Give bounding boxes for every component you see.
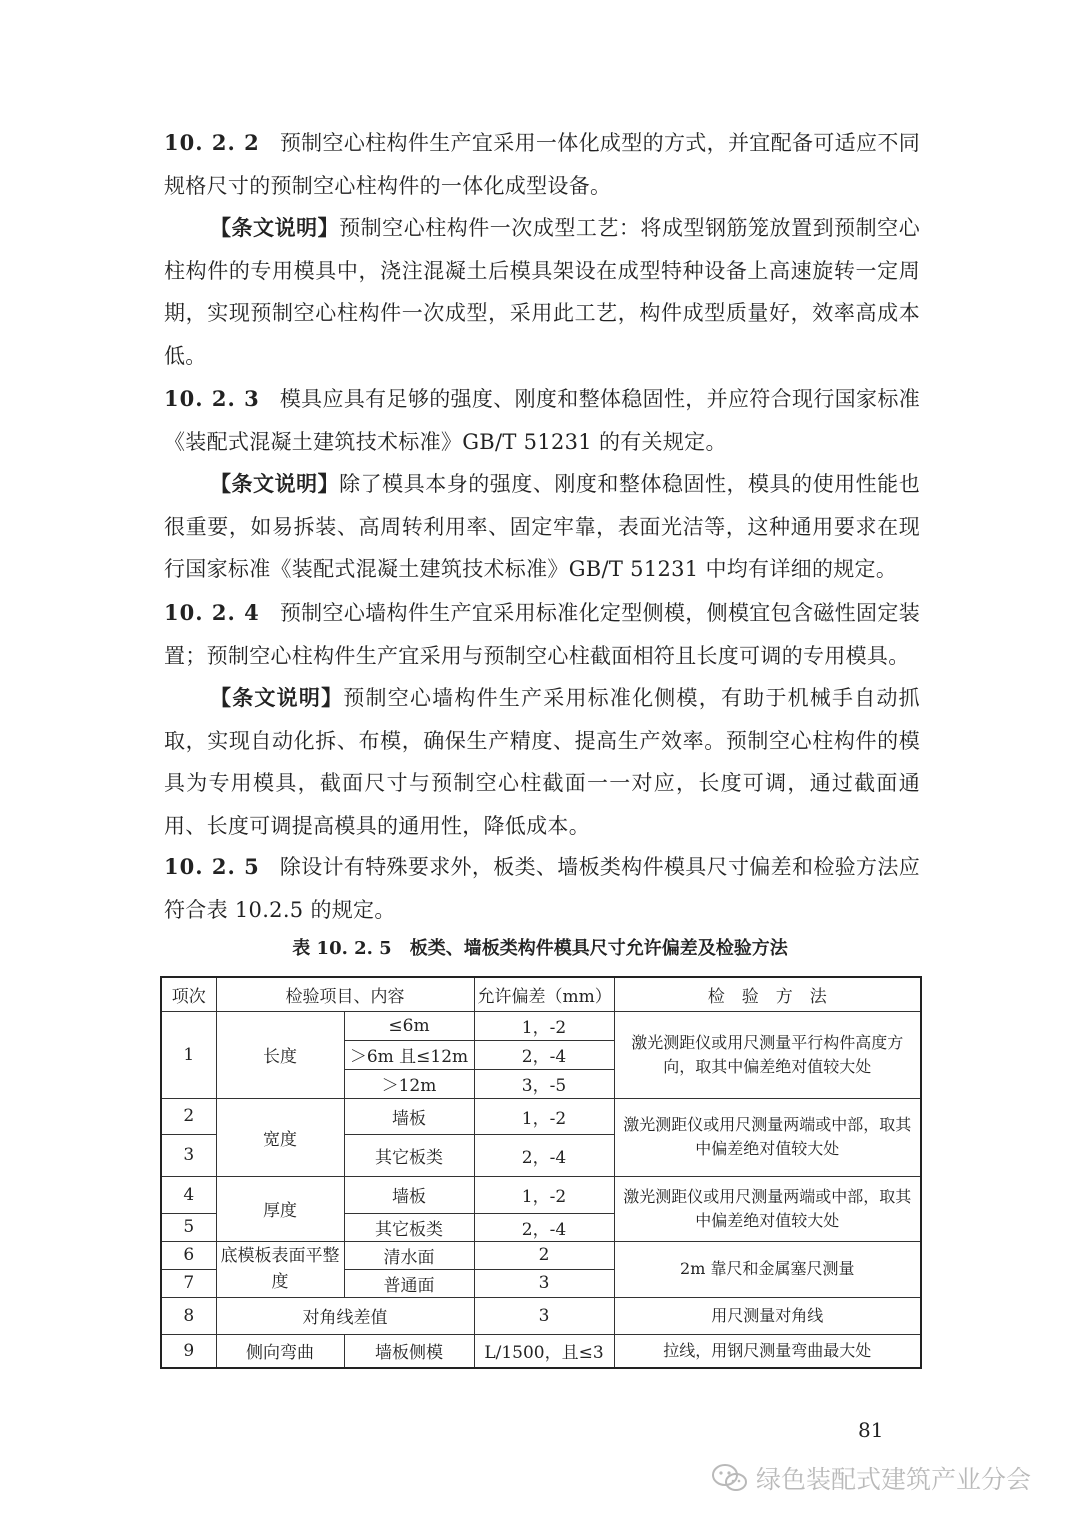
explanation-tag: 【条文说明】	[210, 685, 344, 710]
clause-text: 除设计有特殊要求外，板类、墙板类构件模具尺寸偏差和检验方法应符合表 10.2.5 的规定。	[164, 855, 920, 922]
tolerance-cell: 2，-4	[474, 1213, 614, 1241]
tolerance-cell: 1，-2	[474, 1011, 614, 1040]
header-cell: 项次	[161, 977, 216, 1011]
method-cell: 激光测距仪或用尺测量两端或中部，取其中偏差绝对值较大处	[614, 1098, 921, 1176]
table-row	[161, 1334, 921, 1368]
table-row	[161, 1011, 921, 1040]
clause-10-2-3	[164, 378, 920, 463]
table-header-row	[161, 977, 921, 1011]
tolerance-cell: 2	[474, 1241, 614, 1269]
clause-10-2-2-explanation	[164, 207, 920, 377]
method-cell: 用尺测量对角线	[614, 1297, 921, 1334]
item-cell: 长度	[216, 1011, 344, 1098]
item-cell: 宽度	[216, 1098, 344, 1176]
method-cell: 激光测距仪或用尺测量两端或中部，取其中偏差绝对值较大处	[614, 1176, 921, 1241]
clause-text: 预制空心墙构件生产宜采用标准化定型侧模，侧模宜包含磁性固定装置；预制空心柱构件生产宜采用与预制空心柱截面相符且长度可调的专用模具。	[164, 601, 920, 668]
header-cell: 允许偏差（mm）	[474, 977, 614, 1011]
table-row	[161, 1098, 921, 1134]
row-number: 1	[161, 1011, 216, 1098]
item-cell: 底模板表面平整度	[216, 1241, 344, 1297]
tolerance-cell: 2，-4	[474, 1040, 614, 1069]
clause-10-2-5	[164, 846, 920, 931]
table-row	[161, 1297, 921, 1334]
row-number: 5	[161, 1213, 216, 1241]
row-number: 7	[161, 1269, 216, 1297]
table-title: 表 10. 2. 5 板类、墙板类构件模具尺寸允许偏差及检验方法	[292, 938, 788, 959]
sub-item-cell: 墙板	[344, 1176, 474, 1213]
item-cell: 侧向弯曲	[216, 1334, 344, 1368]
clause-number: 10. 2. 3	[164, 386, 260, 411]
sub-item-cell: 其它板类	[344, 1134, 474, 1176]
header-cell: 检验项目、内容	[216, 977, 474, 1011]
watermark-text: 绿色装配式建筑产业分会	[756, 1465, 1032, 1494]
tolerance-cell: 3	[474, 1297, 614, 1334]
item-cell: 厚度	[216, 1176, 344, 1241]
sub-item-cell: 其它板类	[344, 1213, 474, 1241]
clause-number: 10. 2. 5	[164, 854, 260, 879]
sub-item-cell: 普通面	[344, 1269, 474, 1297]
tolerance-cell: L/1500，且≤3	[474, 1334, 614, 1368]
sub-item-cell: ≤6m	[344, 1011, 474, 1040]
clause-10-2-3-explanation	[164, 463, 920, 591]
clause-10-2-4-explanation	[164, 677, 920, 847]
row-number: 9	[161, 1334, 216, 1368]
explanation-tag: 【条文说明】	[210, 215, 340, 240]
tolerance-cell: 1，-2	[474, 1176, 614, 1213]
method-cell: 激光测距仪或用尺测量平行构件高度方向，取其中偏差绝对值较大处	[614, 1011, 921, 1098]
method-cell: 2m 靠尺和金属塞尺测量	[614, 1241, 921, 1297]
wechat-icon	[710, 1461, 750, 1495]
clause-number: 10. 2. 2	[164, 130, 260, 155]
sub-item-cell: ＞12m	[344, 1069, 474, 1098]
method-cell: 拉线，用钢尺测量弯曲最大处	[614, 1334, 921, 1368]
row-number: 8	[161, 1297, 216, 1334]
clause-number: 10. 2. 4	[164, 600, 260, 625]
tolerance-cell: 3	[474, 1269, 614, 1297]
clause-10-2-2	[164, 122, 920, 207]
explanation-text: 预制空心柱构件一次成型工艺：将成型钢筋笼放置到预制空心柱构件的专用模具中，浇注混凝土后模具架设在成型特种设备上高速旋转一定周期，实现预制空心柱构件一次成型，采用此工艺，构件成型质量好，效率高成本低。	[164, 216, 920, 368]
clause-text: 模具应具有足够的强度、刚度和整体稳固性，并应符合现行国家标准《装配式混凝土建筑技术标准》GB/T 51231 的有关规定。	[164, 387, 920, 454]
sub-item-cell: 墙板侧模	[344, 1334, 474, 1368]
tolerance-cell: 3，-5	[474, 1069, 614, 1098]
row-number: 4	[161, 1176, 216, 1213]
tolerance-cell: 2，-4	[474, 1134, 614, 1176]
tolerance-table	[160, 976, 922, 1369]
item-cell: 对角线差值	[216, 1297, 474, 1334]
row-number: 6	[161, 1241, 216, 1269]
table-row	[161, 1176, 921, 1213]
header-cell: 检 验 方 法	[614, 977, 921, 1011]
table-row	[161, 1241, 921, 1269]
explanation-text: 除了模具本身的强度、刚度和整体稳固性，模具的使用性能也很重要，如易拆装、高周转利用率、固定牢靠，表面光洁等，这种通用要求在现行国家标准《装配式混凝土建筑技术标准》GB/T 51231 中均有详细的规定。	[164, 472, 920, 581]
explanation-tag: 【条文说明】	[210, 471, 340, 496]
explanation-text: 预制空心墙构件生产采用标准化侧模，有助于机械手自动抓取，实现自动化拆、布模，确保生产精度、提高生产效率。预制空心柱构件的模具为专用模具，截面尺寸与预制空心柱截面一一对应，长度可调，通过截面通用、长度可调提高模具的通用性，降低成本。	[164, 686, 920, 838]
row-number: 2	[161, 1098, 216, 1134]
sub-item-cell: 清水面	[344, 1241, 474, 1269]
sub-item-cell: ＞6m 且≤12m	[344, 1040, 474, 1069]
sub-item-cell: 墙板	[344, 1098, 474, 1134]
page-number: 81	[858, 1418, 884, 1442]
clause-text: 预制空心柱构件生产宜采用一体化成型的方式，并宜配备可适应不同规格尺寸的预制空心柱构件的一体化成型设备。	[164, 131, 920, 198]
watermark	[710, 1458, 1050, 1498]
row-number: 3	[161, 1134, 216, 1176]
tolerance-cell: 1，-2	[474, 1098, 614, 1134]
clause-10-2-4	[164, 592, 920, 677]
